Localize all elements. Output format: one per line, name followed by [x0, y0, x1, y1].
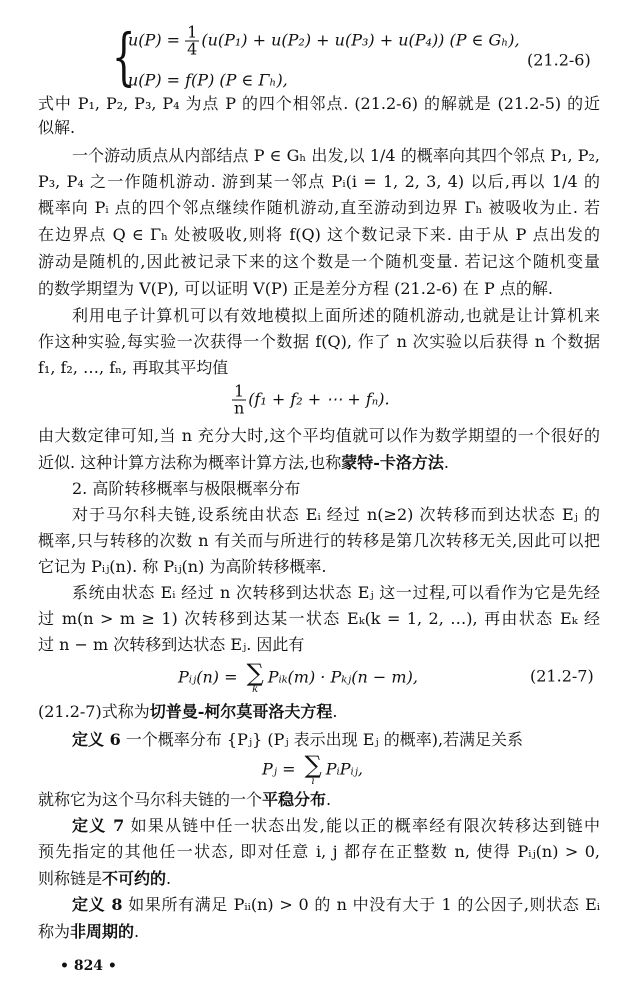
text-line — [72, 729, 600, 751]
text-segment: . — [166, 869, 172, 888]
text-line — [38, 921, 600, 943]
text-line — [38, 425, 600, 447]
bold-term: 定义 6 — [72, 730, 121, 749]
sum-index: i — [311, 776, 315, 787]
text-segment: f₁, f₂, …, fₙ, 再取其平均值 — [38, 358, 229, 377]
text-segment: . — [443, 453, 450, 472]
bold-term: 不可约的 — [102, 869, 167, 888]
text-line — [38, 530, 600, 552]
text-line — [72, 305, 600, 327]
sum-index: k — [252, 684, 259, 695]
text-segment: 则称链是 — [38, 869, 103, 888]
text-segment: . — [326, 790, 332, 809]
text-segment: P₃, P₄ 之一作随机游动. 游到某一邻点 Pᵢ(i = 1, 2, 3, 4) 以后,再以 1/4 的 — [38, 172, 600, 191]
numerator: 1 — [234, 381, 245, 401]
text-line — [38, 117, 600, 139]
text-segment: 称为 — [38, 922, 71, 941]
text-line — [38, 841, 600, 863]
bold-term: 定义 7 — [72, 816, 125, 835]
text-segment: 2. 高阶转移概率与极限概率分布 — [72, 479, 301, 498]
text-segment: 过 m(n > m ≥ 1) 次转移到达某一状态 Eₖ(k = 1, 2, …), 再由状态 Eₖ 经 — [38, 609, 600, 628]
text-line — [38, 224, 600, 246]
equation-label: (21.2-7) — [530, 666, 594, 686]
summation-symbol: ∑ i — [304, 751, 322, 787]
denominator: n — [233, 398, 245, 418]
text-segment: 似解. — [38, 118, 76, 137]
bold-term: 平稳分布 — [262, 790, 327, 809]
text-segment: 概率向 Pᵢ 点的四个邻点继续作随机游动,直至游动到边界 Γₕ 被吸收为止. 若 — [38, 198, 600, 217]
text-line — [38, 93, 600, 115]
equation-rhs: PᵢPᵢⱼ, — [325, 759, 363, 779]
text-line — [38, 634, 600, 656]
bold-term: 定义 8 — [72, 895, 123, 914]
equation-rhs: (u(P₁) + u(P₂) + u(P₃) + u(P₄)) (P ∈ Gₕ), — [201, 30, 520, 50]
text-line — [38, 197, 600, 219]
equation-lhs: u(P) = — [128, 30, 186, 50]
text-segment: 式中 P₁, P₂, P₃, P₄ 为点 P 的四个相邻点. (21.2-6) 的解就是 (21.2-5) 的近 — [38, 94, 600, 113]
bold-term: 非周期的 — [70, 922, 135, 941]
text-line — [72, 815, 600, 837]
text-segment: . — [332, 702, 338, 721]
fraction — [185, 22, 199, 59]
left-brace: { — [111, 20, 136, 93]
text-segment: 对于马尔科夫链,设系统由状态 Eᵢ 经过 n(≥2) 次转移而到达状态 Eⱼ 的 — [72, 505, 600, 524]
text-segment: (21.2-7)式称为 — [38, 702, 150, 721]
text-line — [72, 145, 600, 167]
text-line — [38, 608, 600, 630]
text-segment: 它记为 Pᵢⱼ(n). 称 Pᵢⱼ(n) 为高阶转移概率. — [38, 557, 327, 576]
text-line — [72, 894, 600, 916]
text-segment: 一个游动质点从内部结点 P ∈ Gₕ 出发,以 1/4 的概率向其四个邻点 P₁, P₂, — [72, 146, 600, 165]
equation-mean — [232, 381, 390, 418]
text-segment: 就称它为这个马尔科夫链的一个 — [38, 790, 263, 809]
equation-stationary — [262, 753, 363, 787]
equation-21-2-6-row2: u(P) = f(P) (P ∈ Γₕ), — [128, 70, 288, 90]
text-line — [72, 582, 600, 604]
bold-term: 切普曼-柯尔莫哥洛夫方程 — [149, 702, 333, 721]
text-segment: . — [134, 922, 140, 941]
text-line — [38, 789, 600, 811]
page-number: • 824 • — [60, 958, 117, 974]
equation-label: (21.2-6) — [527, 50, 591, 70]
numerator: 1 — [187, 22, 198, 42]
text-segment: 如果所有满足 Pᵢᵢ(n) > 0 的 n 中没有大于 1 的公因子,则状态 Eᵢ — [122, 895, 600, 914]
fraction — [232, 381, 246, 418]
bold-term: 蒙特-卡洛方法 — [341, 453, 444, 472]
text-line — [38, 171, 600, 193]
text-line — [72, 504, 600, 526]
text-line — [38, 251, 600, 273]
text-segment: 作这种实验,每实验一次获得一个数据 f(Q), 作了 n 次实验以后获得 n 个数据 — [38, 332, 600, 351]
text-segment: 一个概率分布 {Pⱼ} (Pⱼ 表示出现 Eⱼ 的概率),若满足关系 — [120, 730, 524, 749]
text-segment: 概率,只与转移的次数 n 有关而与所进行的转移是第几次转移无关,因此可以把 — [38, 531, 600, 550]
equation-body: (f₁ + f₂ + ⋯ + fₙ). — [248, 389, 390, 409]
equation-rhs: Pᵢₖ(m) · Pₖⱼ(n − m), — [267, 667, 418, 687]
text-segment: 近似. 这种计算方法称为概率计算方法,也称 — [38, 453, 342, 472]
text-line — [38, 556, 600, 578]
text-line — [38, 452, 600, 474]
denominator: 4 — [187, 39, 198, 59]
text-segment: 如果从链中任一状态出发,能以正的概率经有限次转移达到链中 — [124, 816, 600, 835]
text-segment: 在边界点 Q ∈ Γₕ 处被吸收,则将 f(Q) 这个数记录下来. 由于从 P 点出发的 — [38, 225, 600, 244]
equation-lhs: Pᵢⱼ(n) = — [178, 667, 243, 687]
text-segment: 过 n − m 次转移到达状态 Eⱼ. 因此有 — [38, 635, 305, 654]
text-segment: 由大数定律可知,当 n 充分大时,这个平均值就可以作为数学期望的一个很好的 — [38, 426, 600, 445]
text-line — [38, 331, 600, 353]
text-segment: 的数学期望为 V(P), 可以证明 V(P) 正是差分方程 (21.2-6) 在 P 点的解. — [38, 279, 553, 298]
text-segment: 系统由状态 Eᵢ 经过 n 次转移到达状态 Eⱼ 这一过程,可以看作为它是先经 — [72, 583, 600, 602]
text-line — [38, 357, 600, 379]
text-line — [38, 701, 600, 723]
equation-21-2-7 — [178, 661, 418, 695]
summation-symbol: ∑ k — [246, 659, 264, 695]
text-segment: 游动是随机的,因此被记录下来的这个数是一个随机变量. 若记这个随机变量 — [38, 252, 600, 271]
text-segment: 预先指定的其他任一状态, 即对任意 i, j 都存在正整数 n, 使得 Pᵢⱼ(n) > 0, — [38, 842, 600, 861]
text-line — [72, 478, 600, 500]
equation-21-2-6-row1 — [128, 22, 520, 59]
text-line — [38, 278, 600, 300]
text-segment: 利用电子计算机可以有效地模拟上面所述的随机游动,也就是让计算机来 — [72, 306, 600, 325]
text-line — [38, 868, 600, 890]
equation-lhs: Pⱼ = — [262, 759, 301, 779]
